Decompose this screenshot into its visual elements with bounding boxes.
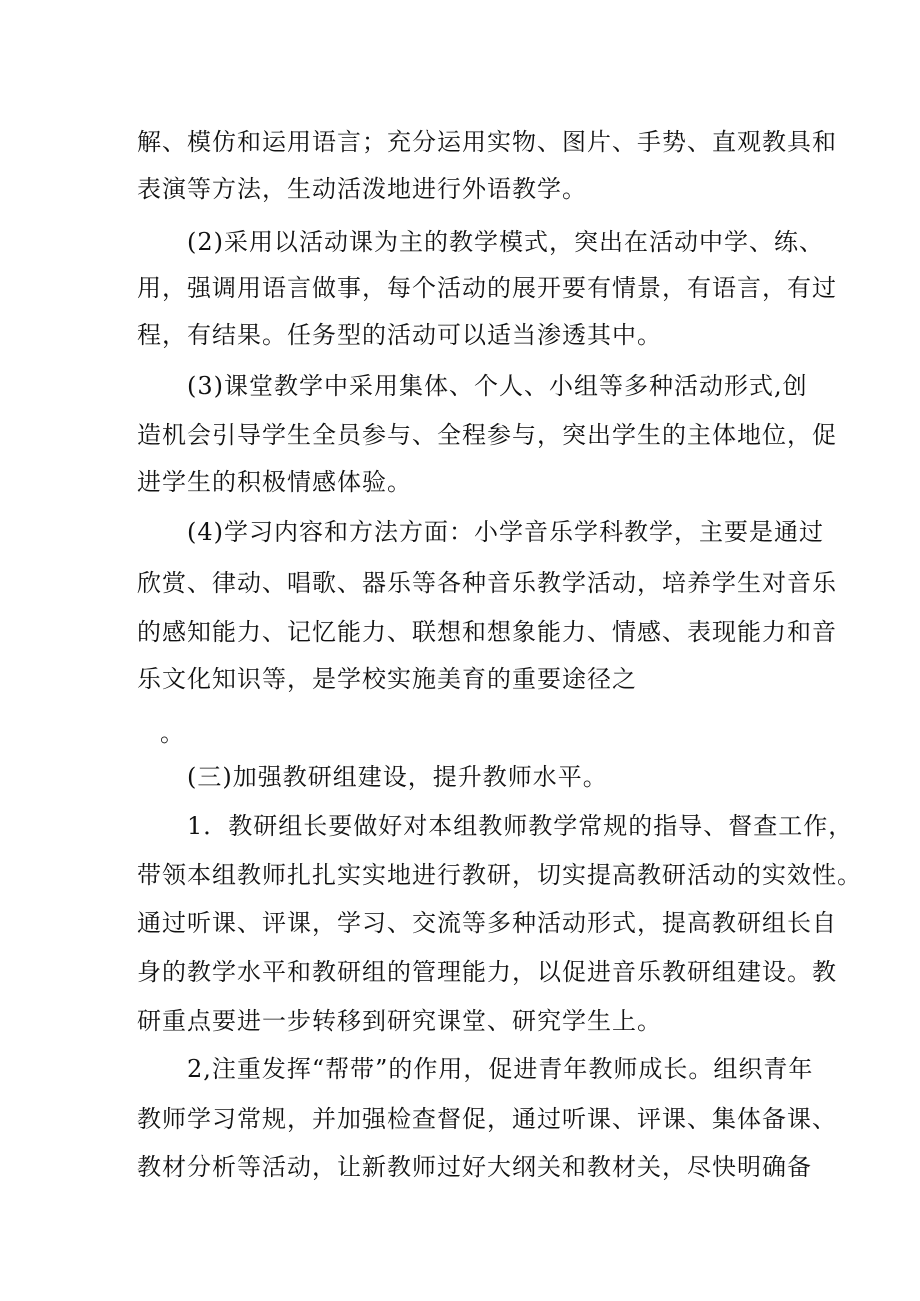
text-line: 欣赏、律动、唱歌、器乐等各种音乐教学活动，培养学生对音乐: [137, 569, 837, 597]
text-line: 解、模仿和运用语言；充分运用实物、图片、手势、直观教具和: [137, 128, 837, 156]
text-line: 身的教学水平和教研组的管理能力，以促进音乐教研组建设。教: [137, 958, 837, 986]
text-line: 教材分析等活动，让新教师过好大纲关和教材关，尽快明确备: [137, 1153, 812, 1181]
text-line: 教师学习常规，并加强检查督促，通过听课、评课、集体备课、: [137, 1105, 837, 1133]
text-line: 。: [160, 719, 185, 747]
text-line: 用，强调用语言做事，每个活动的展开要有情景，有语言，有过: [137, 274, 837, 302]
text-line: 1．教研组长要做好对本组教师教学常规的指导、督查工作，: [187, 812, 854, 840]
text-line: 进学生的积极情感体验。: [137, 468, 412, 496]
text-line: 表演等方法，生动活泼地进行外语教学。: [137, 175, 587, 203]
text-line: 研重点要进一步转移到研究课堂、研究学生上。: [137, 1007, 662, 1035]
text-line: 2,注重发挥“帮带”的作用，促进青年教师成长。组织青年: [187, 1055, 814, 1083]
text-line: (4)学习内容和方法方面：小学音乐学科教学，主要是通过: [187, 518, 824, 546]
text-line: 程，有结果。任务型的活动可以适当渗透其中。: [137, 321, 662, 349]
text-line: 的感知能力、记忆能力、联想和想象能力、情感、表现能力和音: [137, 618, 837, 646]
text-line: 带领本组教师扎扎实实地进行教研，切实提高教研活动的实效性。: [137, 861, 862, 889]
text-line: (2)采用以活动课为主的教学模式，突出在活动中学、练、: [187, 228, 824, 256]
text-line: 造机会引导学生全员参与、全程参与，突出学生的主体地位，促: [137, 421, 837, 449]
text-line: 通过听课、评课，学习、交流等多种活动形式，提高教研组长自: [137, 909, 837, 937]
text-line: (3)课堂教学中采用集体、个人、小组等多种活动形式,创: [187, 372, 808, 400]
section-heading: (三)加强教研组建设，提升教师水平。: [187, 763, 608, 791]
text-line: 乐文化知识等，是学校实施美育的重要途径之: [137, 665, 637, 693]
